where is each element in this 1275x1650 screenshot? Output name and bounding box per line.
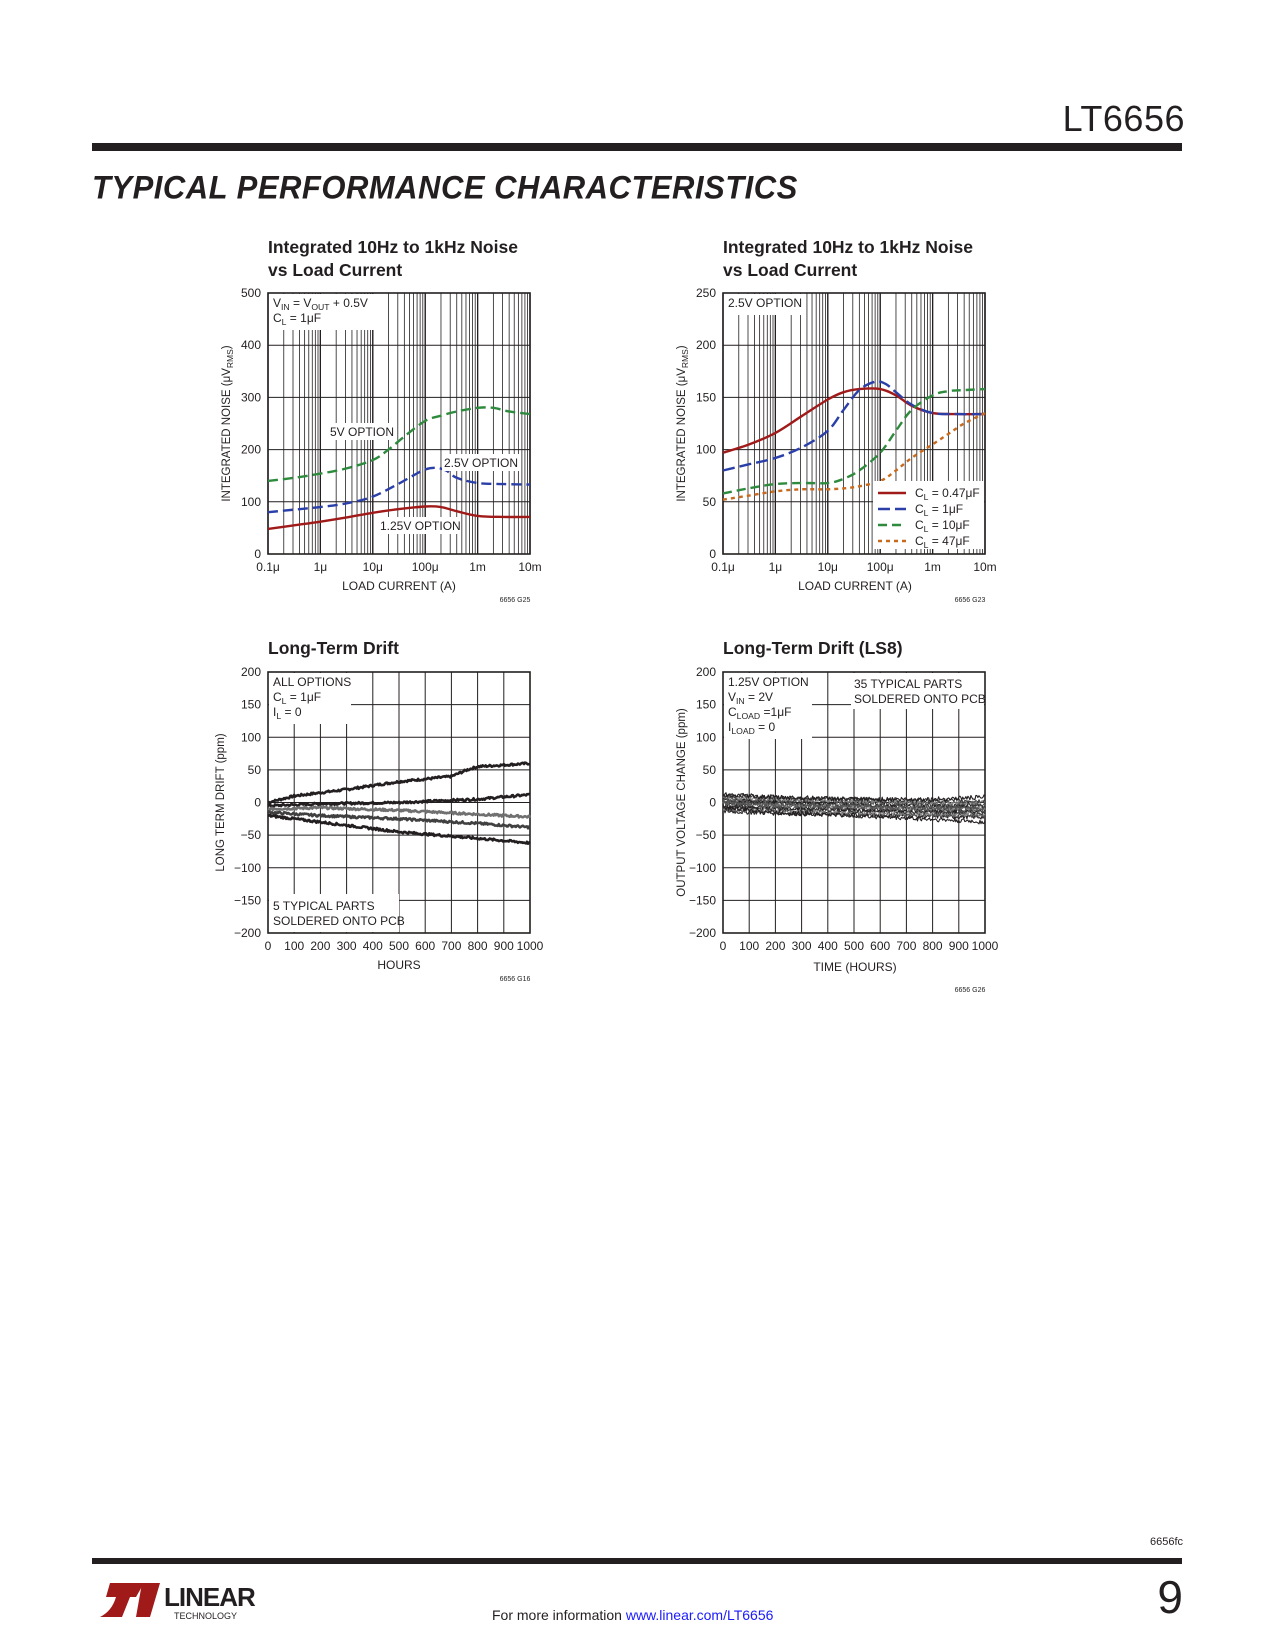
x-tick-label: 400 bbox=[362, 939, 383, 953]
y-tick-label: 400 bbox=[240, 338, 261, 353]
x-tick-label: 0.1μ bbox=[711, 560, 735, 574]
y-tick-label: −100 bbox=[688, 860, 716, 875]
chart-title-line: Integrated 10Hz to 1kHz Noise bbox=[723, 237, 973, 257]
y-axis-label-main: OUTPUT VOLTAGE CHANGE (ppm) bbox=[676, 708, 688, 897]
y-tick-label: 100 bbox=[695, 730, 716, 745]
x-tick-label: 100μ bbox=[411, 560, 439, 574]
condition-text: = 1μF bbox=[286, 311, 322, 325]
plot-frame bbox=[268, 293, 530, 554]
condition-label bbox=[273, 311, 321, 327]
y-tick-label: 50 bbox=[702, 762, 716, 777]
series-line bbox=[723, 388, 985, 452]
x-tick-label: 1μ bbox=[768, 560, 783, 574]
condition-text: V bbox=[728, 690, 737, 704]
y-tick-label: −200 bbox=[233, 926, 261, 940]
x-axis-label: HOURS bbox=[377, 958, 421, 972]
subscript-text: L bbox=[923, 508, 929, 518]
x-tick-label: 10μ bbox=[817, 560, 838, 574]
series-line bbox=[723, 381, 985, 470]
series-line bbox=[723, 389, 985, 493]
bottom-rule bbox=[92, 1558, 1182, 1564]
subscript-text: L bbox=[923, 524, 929, 534]
y-tick-label: 200 bbox=[240, 665, 261, 679]
x-tick-label: 600 bbox=[870, 939, 891, 953]
x-tick-label: 600 bbox=[415, 939, 436, 953]
chart-title-line: Long-Term Drift (LS8) bbox=[723, 638, 903, 658]
subscript-text: OUT bbox=[311, 302, 330, 312]
condition-text: =1μF bbox=[760, 705, 792, 719]
x-tick-label: 300 bbox=[336, 939, 357, 953]
note-label: SOLDERED ONTO PCB bbox=[273, 914, 405, 928]
condition-label bbox=[728, 675, 809, 689]
condition-text: = 47μF bbox=[928, 534, 970, 548]
y-tick-label: 150 bbox=[240, 697, 261, 712]
y-tick-label: −50 bbox=[695, 828, 716, 843]
x-tick-label: 800 bbox=[922, 939, 943, 953]
chart-title-line: Long-Term Drift bbox=[268, 638, 399, 658]
y-axis-label-end: ) bbox=[676, 345, 688, 350]
x-tick-label: 1μ bbox=[313, 560, 328, 574]
condition-text: = 2V bbox=[744, 690, 773, 704]
condition-text: I bbox=[273, 705, 277, 719]
y-tick-label: 0 bbox=[709, 547, 716, 561]
x-tick-label: 0.1μ bbox=[256, 560, 280, 574]
x-tick-label: 900 bbox=[948, 939, 969, 953]
legend-label bbox=[915, 502, 963, 518]
y-tick-label: 100 bbox=[240, 494, 261, 509]
x-tick-label: 100 bbox=[284, 939, 305, 953]
y-tick-label: −150 bbox=[233, 893, 261, 908]
y-tick-label: 50 bbox=[247, 762, 261, 777]
y-axis-label-end: ) bbox=[221, 345, 233, 350]
chart-title-line: vs Load Current bbox=[268, 260, 403, 280]
figure-code: 6656 G26 bbox=[954, 987, 986, 994]
y-tick-label: −150 bbox=[688, 893, 716, 908]
x-tick-label: 200 bbox=[310, 939, 331, 953]
condition-text: = 0.47μF bbox=[928, 486, 980, 500]
condition-text: V bbox=[273, 296, 282, 310]
note-label: SOLDERED ONTO PCB bbox=[854, 692, 986, 706]
condition-text: = V bbox=[289, 296, 312, 310]
subscript-text: L bbox=[923, 540, 929, 550]
condition-text: C bbox=[915, 534, 924, 548]
x-tick-label: 800 bbox=[467, 939, 488, 953]
condition-text: = 1μF bbox=[928, 502, 964, 516]
y-tick-label: 0 bbox=[254, 795, 261, 810]
linear-technology-logo[interactable] bbox=[92, 1575, 262, 1625]
series-annotation: 2.5V OPTION bbox=[444, 456, 519, 470]
subscript-text: L bbox=[276, 711, 282, 721]
series-annotation: 5V OPTION bbox=[330, 425, 395, 439]
doc-code: 6656fc bbox=[1149, 1536, 1183, 1548]
subscript-text: LOAD bbox=[731, 726, 755, 736]
figure-code: 6656 G25 bbox=[499, 597, 531, 604]
condition-text: = 1μF bbox=[286, 690, 322, 704]
figure-code: 6656 G23 bbox=[954, 597, 986, 604]
y-axis-label-main: INTEGRATED NOISE (μV bbox=[676, 368, 688, 502]
y-tick-label: 0 bbox=[709, 795, 716, 810]
footer-info-text: For more information bbox=[492, 1607, 626, 1623]
x-tick-label: 700 bbox=[896, 939, 917, 953]
subscript-text: IN bbox=[281, 302, 290, 312]
y-axis-label bbox=[215, 733, 227, 871]
figure-code: 6656 G16 bbox=[499, 976, 531, 983]
series-line bbox=[268, 468, 530, 512]
x-tick-label: 200 bbox=[765, 939, 786, 953]
y-tick-label: 100 bbox=[695, 442, 716, 457]
part-number: LT6656 bbox=[1062, 98, 1185, 139]
y-axis-label-main: INTEGRATED NOISE (μV bbox=[221, 368, 233, 502]
x-tick-label: 0 bbox=[264, 939, 272, 953]
y-tick-label: −200 bbox=[688, 926, 716, 940]
y-tick-label: 100 bbox=[240, 730, 261, 745]
y-tick-label: −50 bbox=[240, 828, 261, 843]
condition-label bbox=[273, 675, 351, 689]
x-tick-label: 0 bbox=[719, 939, 727, 953]
condition-label bbox=[273, 690, 321, 706]
condition-label bbox=[728, 296, 802, 310]
x-tick-label: 10m bbox=[973, 560, 997, 574]
y-axis-label-sub: RMS bbox=[680, 349, 690, 369]
subscript-text: L bbox=[923, 492, 929, 502]
y-axis-label bbox=[221, 345, 235, 501]
section-title: TYPICAL PERFORMANCE CHARACTERISTICS bbox=[92, 169, 798, 206]
footer-link[interactable]: www.linear.com/LT6656 bbox=[625, 1607, 774, 1623]
x-tick-label: 400 bbox=[817, 939, 838, 953]
x-tick-label: 10μ bbox=[362, 560, 383, 574]
condition-text: ALL OPTIONS bbox=[273, 675, 352, 689]
y-tick-label: 300 bbox=[240, 390, 261, 405]
y-axis-label-main: LONG TERM DRIFT (ppm) bbox=[215, 733, 227, 872]
subscript-text: IN bbox=[736, 696, 745, 706]
page-number: 9 bbox=[1157, 1571, 1183, 1623]
condition-text: I bbox=[728, 720, 732, 734]
condition-text: = 0 bbox=[281, 705, 302, 719]
legend-label bbox=[915, 534, 970, 550]
x-tick-label: 1000 bbox=[516, 939, 544, 953]
y-axis-label bbox=[676, 708, 688, 897]
x-tick-label: 100μ bbox=[866, 560, 894, 574]
legend-label bbox=[915, 518, 970, 534]
x-tick-label: 10m bbox=[518, 560, 542, 574]
y-tick-label: 200 bbox=[240, 442, 261, 457]
condition-text: C bbox=[915, 518, 924, 532]
condition-text: = 10μF bbox=[928, 518, 970, 532]
logo-subword: TECHNOLOGY bbox=[174, 1611, 238, 1621]
y-tick-label: 250 bbox=[695, 286, 716, 300]
chart-title-line: Integrated 10Hz to 1kHz Noise bbox=[268, 237, 518, 257]
condition-text: C bbox=[915, 502, 924, 516]
y-tick-label: −100 bbox=[233, 860, 261, 875]
y-tick-label: 150 bbox=[695, 697, 716, 712]
series-annotation: 1.25V OPTION bbox=[380, 519, 461, 533]
condition-text: 2.5V OPTION bbox=[728, 296, 803, 310]
x-tick-label: 1000 bbox=[971, 939, 999, 953]
condition-text: C bbox=[728, 705, 737, 719]
condition-text: 1.25V OPTION bbox=[728, 675, 809, 689]
x-tick-label: 1m bbox=[469, 560, 486, 574]
subscript-text: L bbox=[281, 317, 287, 327]
y-axis-label bbox=[676, 345, 690, 501]
y-tick-label: 0 bbox=[254, 547, 261, 561]
logo-word: LINEAR bbox=[164, 1582, 255, 1612]
y-tick-label: 150 bbox=[695, 390, 716, 405]
subscript-text: L bbox=[281, 696, 287, 706]
y-tick-label: 200 bbox=[695, 338, 716, 353]
x-tick-label: 100 bbox=[739, 939, 760, 953]
y-axis-label-sub: RMS bbox=[225, 349, 235, 369]
condition-text: C bbox=[915, 486, 924, 500]
note-label: 5 TYPICAL PARTS bbox=[273, 899, 375, 913]
y-tick-label: 500 bbox=[240, 286, 261, 300]
x-tick-label: 900 bbox=[493, 939, 514, 953]
y-tick-label: 200 bbox=[695, 665, 716, 679]
x-axis-label: LOAD CURRENT (A) bbox=[798, 579, 912, 593]
footer-info bbox=[492, 1607, 773, 1623]
condition-text: C bbox=[273, 690, 282, 704]
subscript-text: LOAD bbox=[736, 711, 761, 721]
condition-text: C bbox=[273, 311, 282, 325]
x-tick-label: 300 bbox=[791, 939, 812, 953]
x-tick-label: 1m bbox=[924, 560, 941, 574]
x-tick-label: 500 bbox=[843, 939, 865, 953]
x-tick-label: 500 bbox=[388, 939, 410, 953]
condition-text: = 0 bbox=[754, 720, 776, 734]
condition-label bbox=[728, 690, 773, 706]
x-tick-label: 700 bbox=[441, 939, 462, 953]
condition-text: + 0.5V bbox=[329, 296, 368, 310]
note-label: 35 TYPICAL PARTS bbox=[854, 677, 963, 691]
x-axis-label: LOAD CURRENT (A) bbox=[342, 579, 456, 593]
x-axis-label: TIME (HOURS) bbox=[813, 960, 897, 974]
chart-title-line: vs Load Current bbox=[723, 260, 858, 280]
y-tick-label: 50 bbox=[702, 494, 716, 509]
